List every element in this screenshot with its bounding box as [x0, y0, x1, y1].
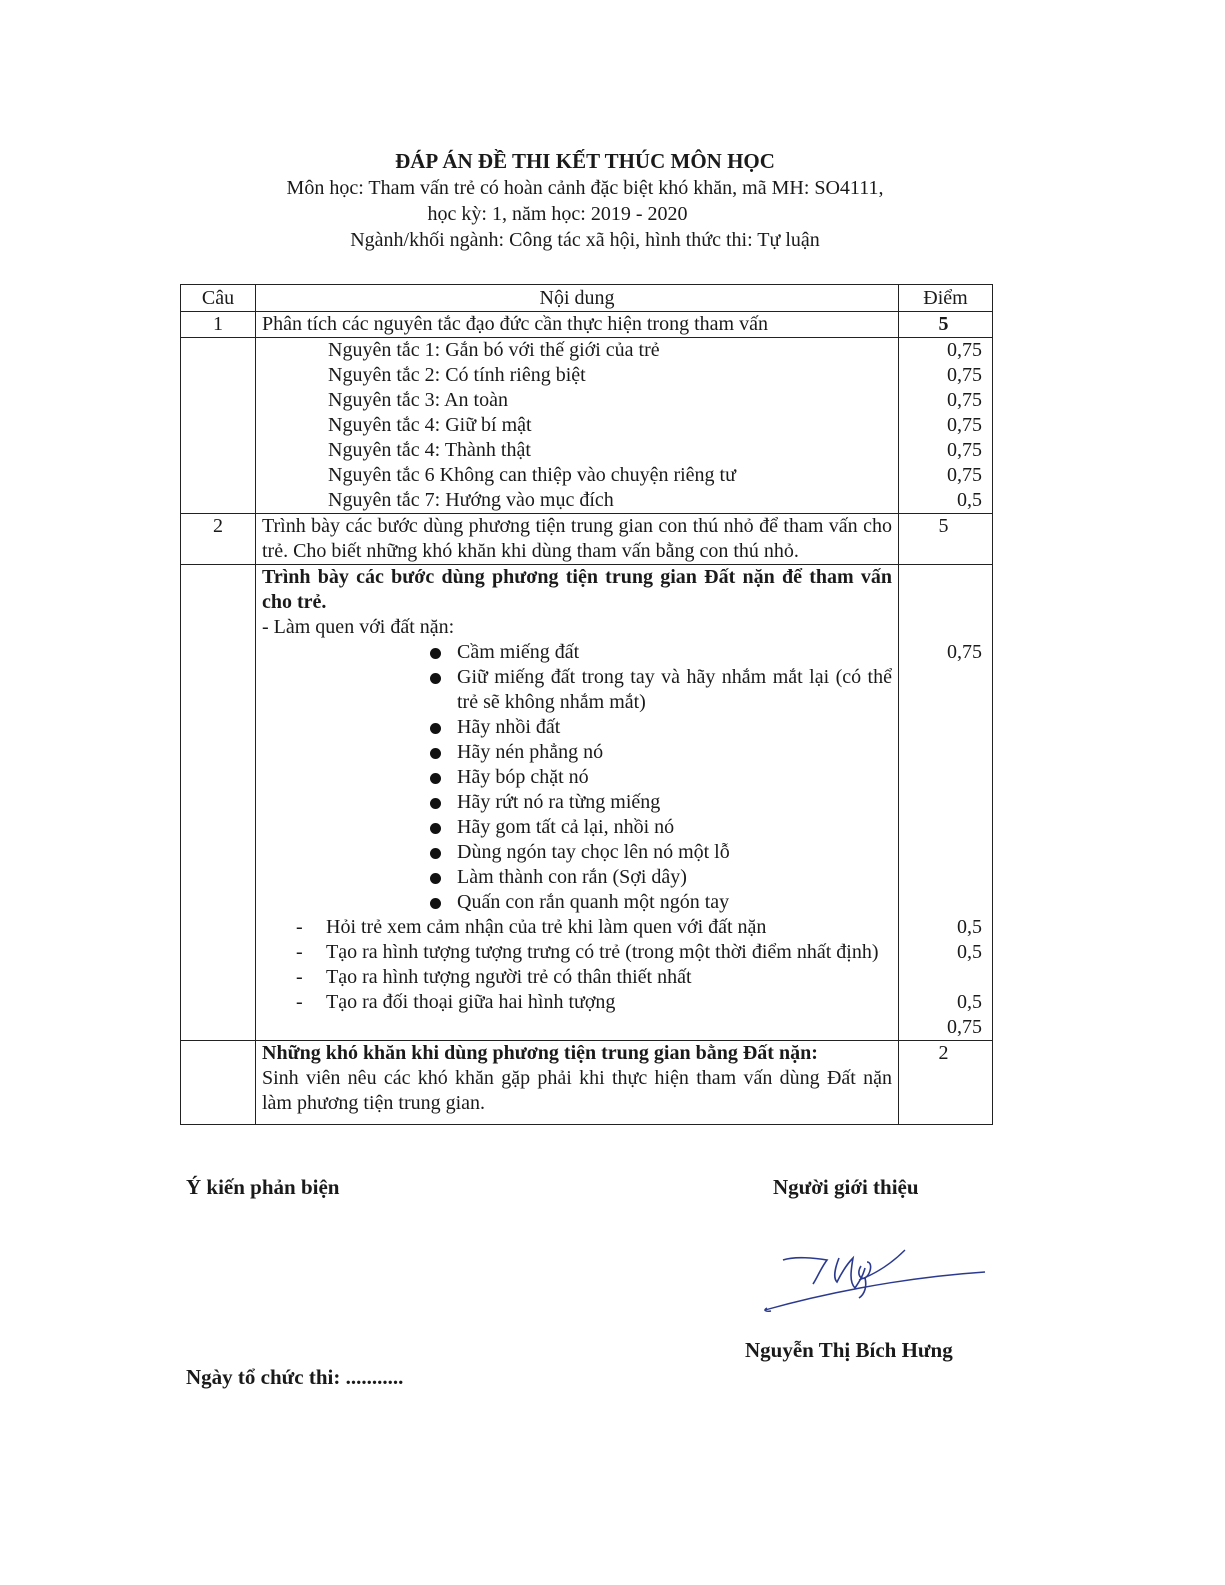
item-score: 0,75 [947, 389, 982, 411]
question-title: Phân tích các nguyên tắc đạo đức cần thực hiện trong tham vấn [256, 312, 899, 338]
item-score: 0,5 [957, 489, 982, 511]
list-item: - Hỏi trẻ xem cảm nhận của trẻ khi làm quen với đất nặn [262, 915, 892, 940]
question-number: 1 [181, 312, 256, 338]
question-score: 5 [899, 312, 993, 338]
list-item: Nguyên tắc 4: Thành thật [328, 439, 531, 461]
list-item: - Tạo ra hình tượng tượng trưng có trẻ (trong một thời điểm nhất định) [262, 940, 892, 965]
difficulty-cell [256, 1041, 899, 1125]
question-score: 5 [899, 514, 993, 565]
presenter-label: Người giới thiệu [773, 1175, 919, 1199]
principles-scores [899, 338, 993, 514]
list-item: Nguyên tắc 7: Hướng vào mục đích [328, 489, 614, 511]
question-text: Trình bày các bước dùng phương tiện trung gian con thú nhỏ để tham vấn cho trẻ. Cho biết những khó khăn khi dùng tham vấn bằng con thú nhỏ. [256, 514, 899, 565]
item-score: 0,75 [947, 464, 982, 486]
presenter-name: Nguyễn Thị Bích Hưng [745, 1338, 953, 1362]
list-item: Quấn con rắn quanh một ngón tay [262, 890, 892, 915]
header-content: Nội dung [256, 285, 899, 312]
semester-line: học kỳ: 1, năm học: 2019 - 2020 [427, 203, 688, 225]
question-number: 2 [181, 514, 256, 565]
header-question: Câu [181, 285, 256, 312]
list-item: Hãy nén phẳng nó [262, 740, 892, 765]
table-row [181, 312, 993, 338]
course-line: Môn học: Tham vấn trẻ có hoàn cảnh đặc biệt khó khăn, mã MH: SO4111, [286, 177, 884, 199]
list-item: - Tạo ra đối thoại giữa hai hình tượng [262, 990, 892, 1015]
item-score: 0,5 [957, 991, 982, 1013]
item-score: 0,75 [947, 1016, 982, 1038]
list-item: Làm thành con rắn (Sợi dây) [262, 865, 892, 890]
list-item: Dùng ngón tay chọc lên nó một lỗ [262, 840, 892, 865]
list-item: Cầm miếng đất [262, 640, 892, 665]
difficulty-text: Sinh viên nêu các khó khăn gặp phải khi thực hiện tham vấn dùng Đất nặn làm phương tiện trung gian. [262, 1067, 892, 1114]
document-title: ĐÁP ÁN ĐỀ THI KẾT THÚC MÔN HỌC [395, 149, 775, 173]
list-item: - Tạo ra hình tượng người trẻ có thân thiết nhất [262, 965, 892, 990]
list-item: Hãy bóp chặt nó [262, 765, 892, 790]
principles-list [256, 338, 899, 514]
table-row [181, 565, 993, 1041]
clay-intro: - Làm quen với đất nặn: [262, 616, 455, 638]
item-score: 0,75 [947, 364, 982, 386]
list-item: Hãy nhồi đất [262, 715, 892, 740]
header-score: Điểm [899, 285, 993, 312]
list-item: Nguyên tắc 4: Giữ bí mật [328, 414, 532, 436]
answer-table [180, 284, 993, 1125]
difficulty-title: Những khó khăn khi dùng phương tiện trung gian bằng Đất nặn: [262, 1042, 818, 1064]
list-item: Nguyên tắc 3: An toàn [328, 389, 508, 411]
exam-date-label: Ngày tổ chức thi: ........... [186, 1365, 404, 1389]
document-header [180, 148, 990, 253]
list-item: Giữ miếng đất trong tay và hãy nhắm mắt lại (có thể trẻ sẽ không nhắm mắt) [262, 665, 892, 715]
item-score: 0,75 [947, 414, 982, 436]
list-item: Nguyên tắc 1: Gắn bó với thế giới của trẻ [328, 339, 660, 361]
item-score: 0,5 [957, 941, 982, 963]
table-row [181, 514, 993, 565]
clay-scores [899, 565, 993, 1041]
major-line: Ngành/khối ngành: Công tác xã hội, hình thức thi: Tự luận [350, 229, 820, 251]
difficulty-score: 2 [899, 1041, 993, 1125]
clay-title: Trình bày các bước dùng phương tiện trung gian Đất nặn để tham vấn cho trẻ. [262, 566, 892, 613]
item-score: 0,75 [947, 339, 982, 361]
table-row [181, 338, 993, 514]
clay-steps [256, 565, 899, 1041]
table-row [181, 1041, 993, 1125]
item-score: 0,75 [947, 641, 982, 663]
list-item: Hãy gom tất cả lại, nhồi nó [262, 815, 892, 840]
table-header-row [181, 285, 993, 312]
list-item: Nguyên tắc 2: Có tính riêng biệt [328, 364, 586, 386]
list-item: Hãy rứt nó ra từng miếng [262, 790, 892, 815]
list-item: Nguyên tắc 6 Không can thiệp vào chuyện riêng tư [328, 464, 736, 486]
item-score: 0,75 [947, 439, 982, 461]
item-score: 0,5 [957, 916, 982, 938]
signature-icon [755, 1238, 990, 1318]
review-label: Ý kiến phản biện [186, 1175, 340, 1199]
